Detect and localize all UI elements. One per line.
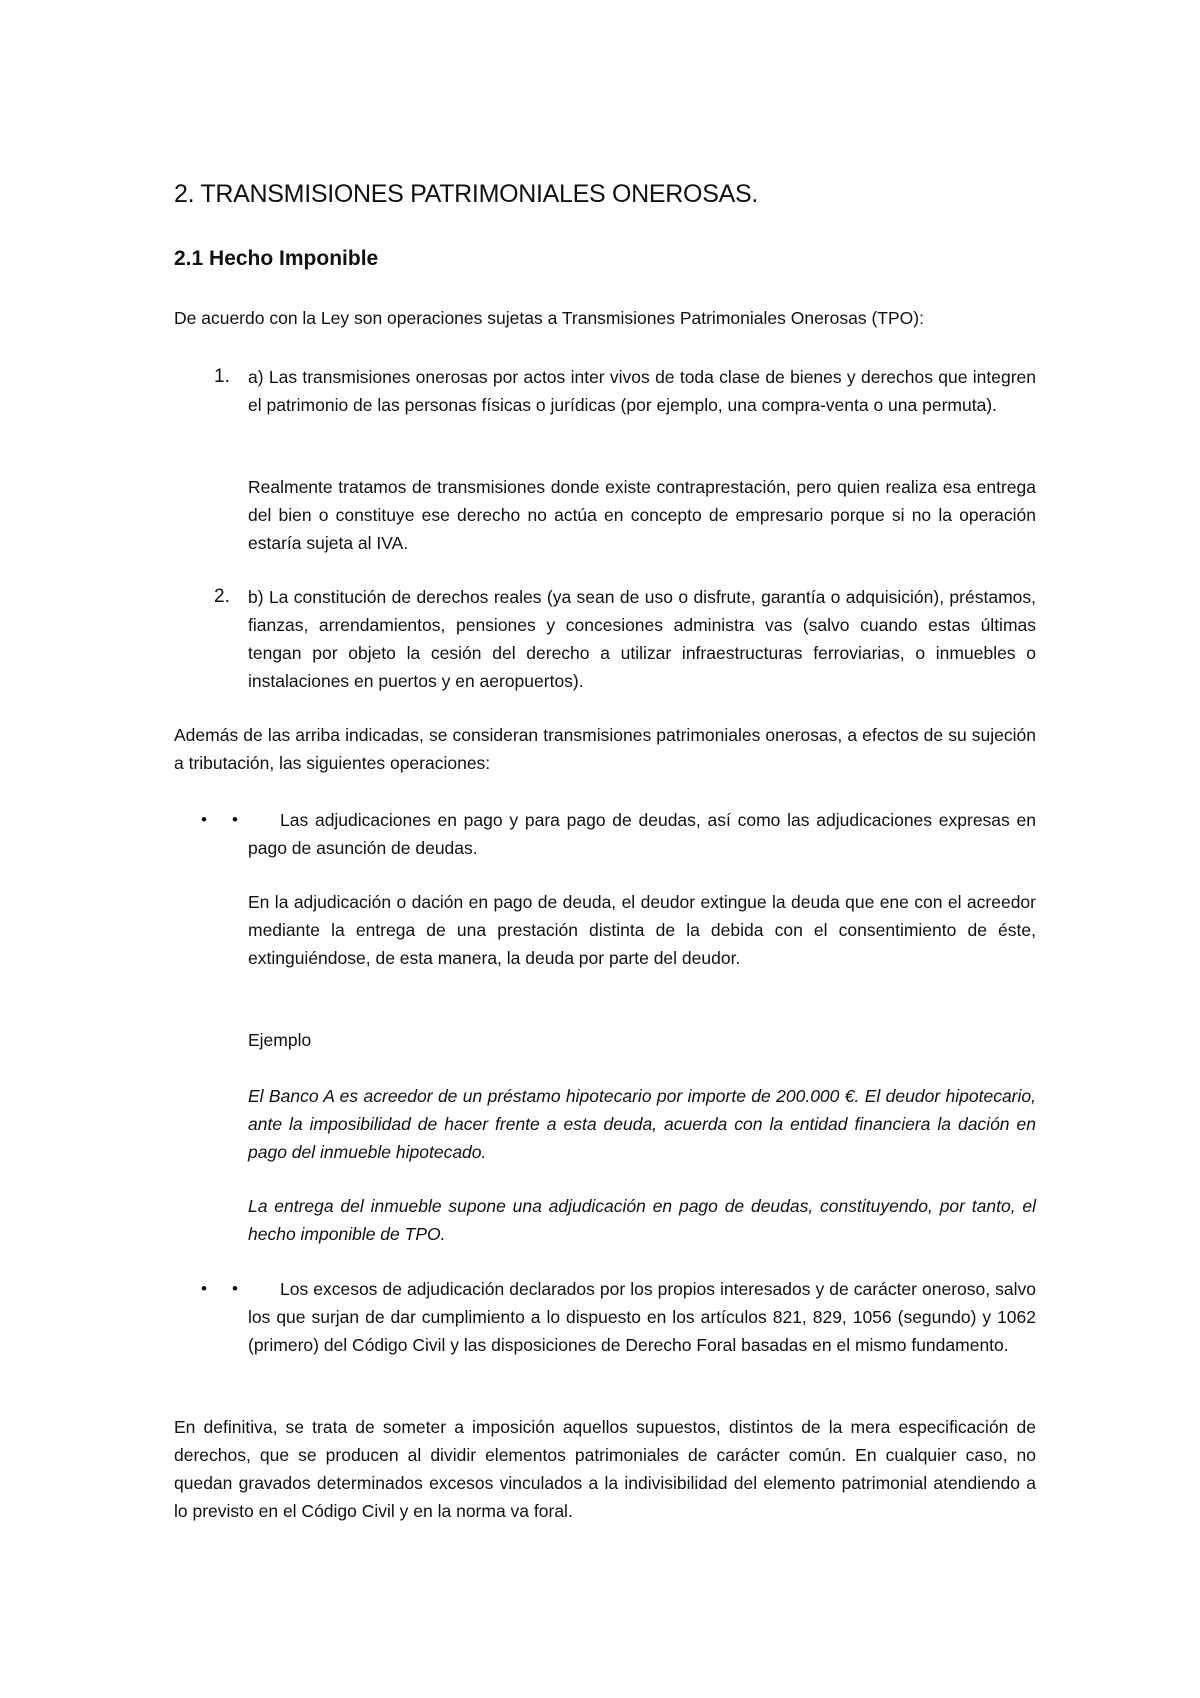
section-heading: 2.1 Hecho Imponible (174, 247, 379, 270)
page-title: 2. TRANSMISIONES PATRIMONIALES ONEROSAS. (174, 180, 758, 208)
bullet-1-outer: • (201, 810, 207, 829)
list-item-1-text: a) Las transmisiones onerosas por actos inter vivos de toda clase de bienes y derechos que integren el patrimonio de las personas físicas o jurídicas (por ejemplo, una compra-venta o una permuta). (248, 367, 1036, 415)
bullet-2-text: Los excesos de adjudicación declarados por los propios interesados y de carácter oneroso, salvo los que surjan de dar cumplimiento a lo dispuesto en los artículos 821, 829, 1056 (segundo) y 1062 (primero) del Código Civil y las disposiciones de Derecho Foral basadas en el mismo fundamento. (248, 1279, 1036, 1355)
example-paragraph-1: El Banco A es acreedor de un préstamo hipotecario por importe de 200.000 €. El deudor hipotecario, ante la imposibilidad de hacer frente a esta deuda, acuerda con la entidad financiera la dación en pago del inmueble hipotecado. (248, 1086, 1036, 1162)
list-number-1: 1. (214, 366, 230, 387)
additional-operations-paragraph: Además de las arriba indicadas, se consideran transmisiones patrimoniales onerosas, a efectos de su sujeción a tributación, las siguientes operaciones: (174, 725, 1036, 773)
bullet-1-text: Las adjudicaciones en pago y para pago de deudas, así como las adjudicaciones expresas en pago de asunción de deudas. (248, 810, 1036, 858)
bullet-2-inner: • (232, 1279, 238, 1298)
intro-paragraph: De acuerdo con la Ley son operaciones sujetas a Transmisiones Patrimoniales Onerosas (TPO): (174, 308, 924, 328)
list-item-1-explanation: Realmente tratamos de transmisiones donde existe contraprestación, pero quien realiza esa entrega del bien o constituye ese derecho no actúa en concepto de empresario porque si no la operación estaría sujeta al IVA. (248, 477, 1036, 553)
bullet-2-outer: • (201, 1279, 207, 1298)
list-number-2: 2. (214, 586, 230, 607)
conclusion-paragraph: En definitiva, se trata de someter a imposición aquellos supuestos, distintos de la mera especificación de derechos, que se producen al dividir elementos patrimoniales de carácter común. En cualquier caso, no quedan gravados determinados excesos vinculados a la indivisibilidad del elemento patrimonial atendiendo a lo previsto en el Código Civil y en la norma va foral. (174, 1417, 1036, 1521)
bullet-1-explanation: En la adjudicación o dación en pago de deuda, el deudor extingue la deuda que ene con el acreedor mediante la entrega de una prestación distinta de la debida con el consentimiento de éste, extinguiéndose, de esta manera, la deuda por parte del deudor. (248, 892, 1036, 968)
bullet-1-inner: • (232, 810, 238, 829)
example-label: Ejemplo (248, 1030, 312, 1050)
list-item-2-text: b) La constitución de derechos reales (ya sean de uso o disfrute, garantía o adquisición), préstamos, fianzas, arrendamientos, pensiones y concesiones administra vas (salvo cuando estas últimas tengan por objeto la cesión del derecho a utilizar infraestructuras ferroviarias, o inmuebles o instalaciones en puertos y en aeropuertos). (248, 587, 1036, 691)
example-paragraph-2: La entrega del inmueble supone una adjudicación en pago de deudas, constituyendo, por tanto, el hecho imponible de TPO. (248, 1196, 1036, 1244)
